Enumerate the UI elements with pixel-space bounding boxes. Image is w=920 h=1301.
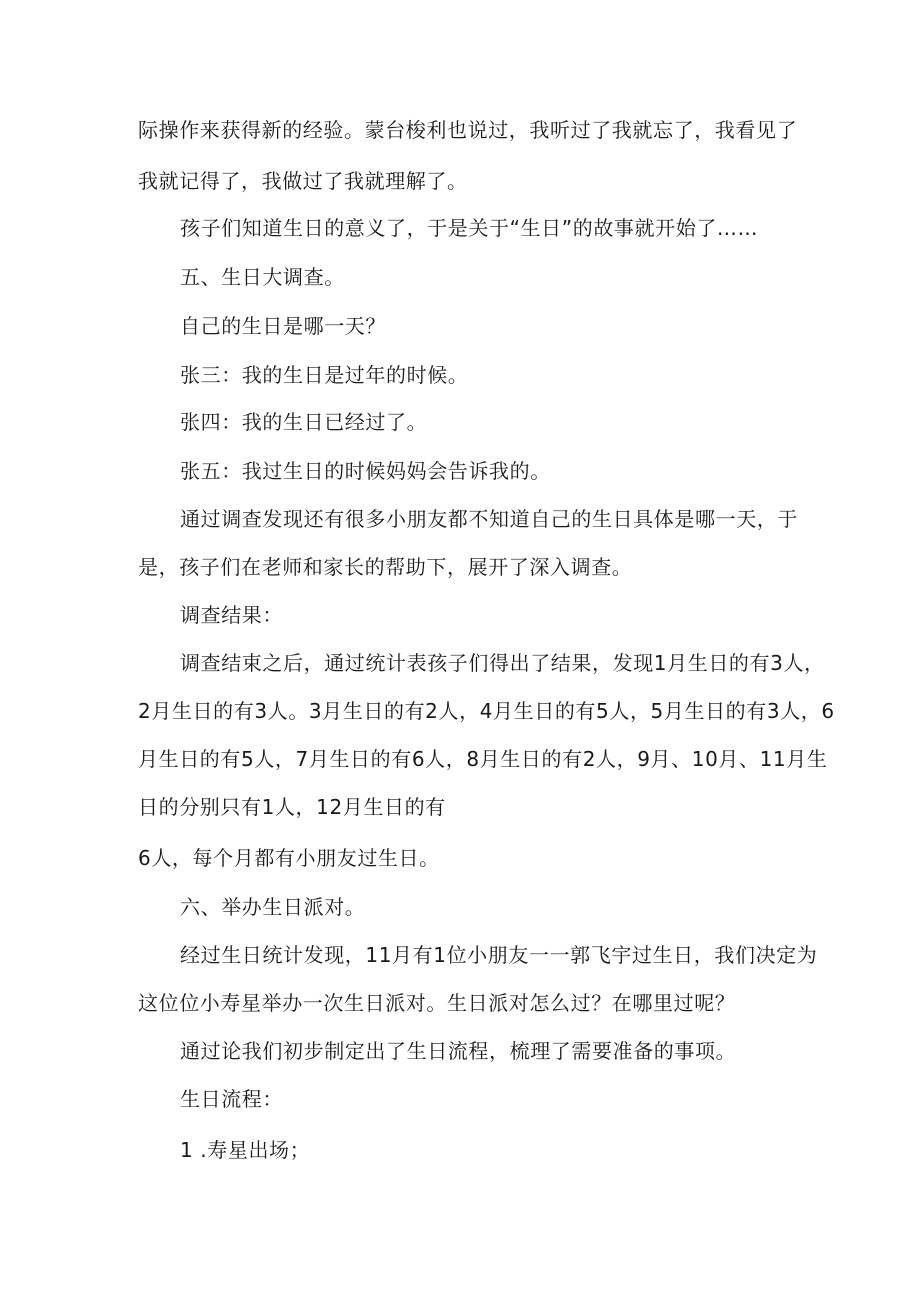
- section-heading: 六、举办生日派对。: [180, 895, 366, 919]
- section-heading: 五、生日大调查。: [180, 265, 345, 289]
- text-line: 日的分别只有1人，12月生日的有: [138, 795, 446, 819]
- text-line: 际操作来获得新的经验。蒙台梭利也说过，我听过了我就忘了，我看见了: [138, 118, 798, 142]
- text-line: 2月生日的有3人。3月生日的有2人，4月生日的有5人，5月生日的有3人，6: [138, 699, 835, 723]
- text-line: 张四：我的生日已经过了。: [180, 410, 428, 434]
- text-line: 是，孩子们在老师和家长的帮助下，展开了深入调查。: [138, 555, 633, 579]
- list-item: 1 .寿星出场；: [180, 1138, 311, 1162]
- text-line: 孩子们知道生日的意义了，于是关于“生日”的故事就开始了……: [180, 216, 759, 240]
- text-line: 张三：我的生日是过年的时候。: [180, 363, 469, 387]
- text-line: 月生日的有5人，7月生日的有6人，8月生日的有2人，9月、10月、11月生: [138, 747, 828, 771]
- text-line: 通过论我们初步制定出了生日流程，梳理了需要准备的事项。: [180, 1039, 737, 1063]
- text-line: 调查结果：: [180, 603, 283, 627]
- text-line: 6人，每个月都有小朋友过生日。: [138, 846, 440, 870]
- text-line: 生日流程：: [180, 1087, 283, 1111]
- text-line: 调查结束之后，通过统计表孩子们得出了结果，发现1月生日的有3人，: [180, 651, 825, 675]
- text-line: 自己的生日是哪一天？: [180, 314, 386, 338]
- text-line: 经过生日统计发现，11月有1位小朋友一一郭飞宇过生日，我们决定为: [180, 943, 818, 967]
- text-line: 这位位小寿星举办一次生日派对。生日派对怎么过？在哪里过呢？: [138, 991, 736, 1015]
- text-line: 通过调查发现还有很多小朋友都不知道自己的生日具体是哪一天，于: [180, 507, 798, 531]
- text-line: 张五：我过生日的时候妈妈会告诉我的。: [180, 459, 551, 483]
- text-line: 我就记得了，我做过了我就理解了。: [138, 169, 468, 193]
